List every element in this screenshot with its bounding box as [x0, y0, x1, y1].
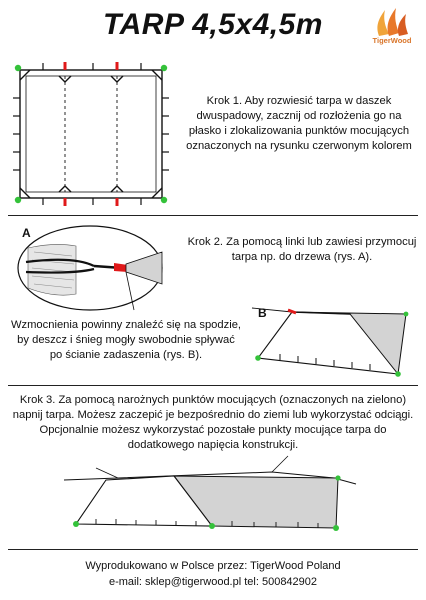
footer-manufacturer: Wyprodukowano w Polsce przez: TigerWood Poland [85, 560, 341, 572]
brand-name: TigerWood [372, 36, 412, 45]
figure-a-label: A [22, 226, 31, 240]
separator-3 [8, 549, 418, 550]
separator-1 [8, 215, 418, 216]
step2-text: Krok 2. Za pomocą linki lub zawiesi przymocuj tarpa np. do drzewa (rys. A). [187, 236, 417, 263]
shelter-diagram [56, 444, 380, 532]
step3-text: Krok 3. Za pomocą narożnych punktów mocujących (oznaczonych na zielono) napnij tarpa. Możesz zaczepić je bezpośrednio do ziemi lub wykorzystać odciągi. Opcjonalnie możesz wykorzystać pozostałe punkty mocujące tarpa do dodatkowego napięcia konstrukcji. [12, 394, 414, 451]
tarp-flat-diagram [8, 58, 178, 208]
tarp-underside-diagram [250, 300, 410, 384]
step1-text: Krok 1. Aby rozwiesić tarpa w daszek dwuspadowy, zacznij od rozłożenia go na płasko i zlokalizowania punktów mocujących oznaczonych na rysunku czerwonym kolorem [186, 95, 412, 152]
tree-attachment-diagram [14, 222, 166, 314]
figure-b-label: B [258, 306, 267, 320]
page-title: TARP 4,5x4,5m [103, 8, 323, 41]
separator-2 [8, 385, 418, 386]
footer-contact: e-mail: sklep@tigerwood.pl tel: 500842902 [108, 576, 318, 588]
step2-note: Wzmocnienia powinny znaleźć się na spodzie, by deszcz i śnieg mogły swobodnie spływać po ścianie zadaszenia (rys. B). [10, 319, 242, 361]
